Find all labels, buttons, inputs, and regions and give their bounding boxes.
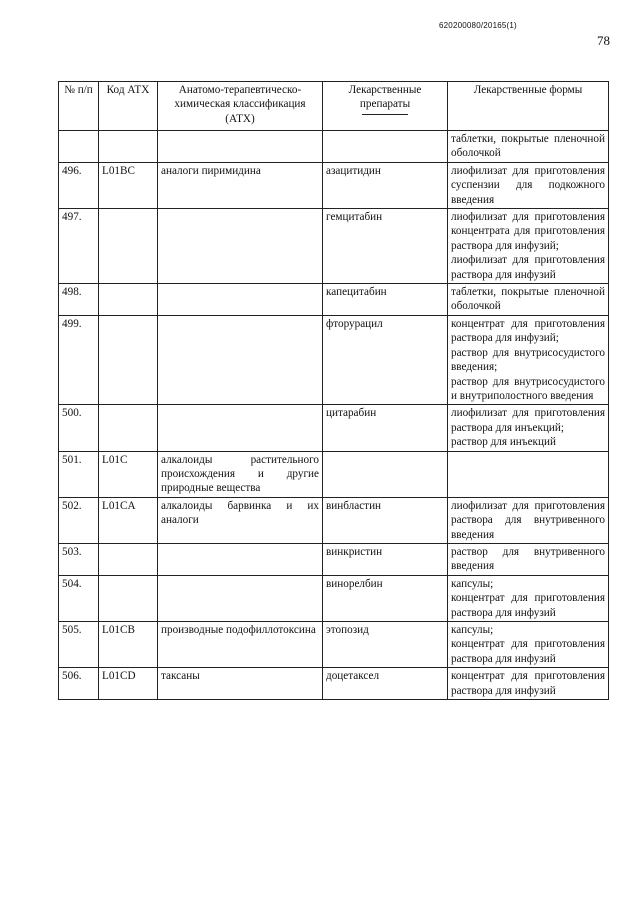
table-body [59, 131, 609, 700]
atc-code-cell [99, 315, 158, 404]
classification-cell: алкалоиды растительного происхождения и другие природные вещества [158, 451, 323, 497]
header-dosage-forms: Лекарственные формы [448, 82, 609, 131]
atc-code-cell [99, 284, 158, 316]
dosage-forms-cell [448, 451, 609, 497]
classification-cell [158, 543, 323, 575]
page-number: 78 [597, 33, 610, 48]
classification-cell [158, 131, 323, 163]
table-row [59, 497, 609, 543]
table-row [59, 284, 609, 316]
classification-cell: аналоги пиримидина [158, 162, 323, 208]
drug-name-cell: доцетаксел [323, 668, 448, 700]
classification-cell [158, 575, 323, 621]
drug-table [58, 81, 609, 700]
drug-name-cell [323, 131, 448, 163]
atc-code-cell: L01CB [99, 622, 158, 668]
table-row [59, 575, 609, 621]
document-number: 620200080/20165(1) [439, 21, 517, 30]
row-number-cell [59, 131, 99, 163]
atc-code-cell [99, 131, 158, 163]
classification-cell [158, 315, 323, 404]
classification-cell: алкалоиды барвинка и их аналоги [158, 497, 323, 543]
dosage-forms-cell: раствор для внутривенного введения [448, 543, 609, 575]
table-row [59, 451, 609, 497]
row-number-cell: 497. [59, 209, 99, 284]
row-number-cell: 500. [59, 405, 99, 451]
dosage-forms-cell: капсулы; концентрат для приготовления раствора для инфузий [448, 575, 609, 621]
classification-cell: таксаны [158, 668, 323, 700]
drug-name-cell: этопозид [323, 622, 448, 668]
drug-name-cell: капецитабин [323, 284, 448, 316]
row-number-cell: 505. [59, 622, 99, 668]
row-number-cell: 498. [59, 284, 99, 316]
atc-code-cell: L01CA [99, 497, 158, 543]
row-number-cell: 503. [59, 543, 99, 575]
table-row [59, 131, 609, 163]
dosage-forms-cell: лиофилизат для приготовления раствора для внутривенного введения [448, 497, 609, 543]
classification-cell: производные подофиллотоксина [158, 622, 323, 668]
atc-code-cell: L01BC [99, 162, 158, 208]
dosage-forms-cell: лиофилизат для приготовления раствора для инъекций; раствор для инъекций [448, 405, 609, 451]
classification-cell [158, 405, 323, 451]
row-number-cell: 502. [59, 497, 99, 543]
dosage-forms-cell: таблетки, покрытые пленочной оболочкой [448, 284, 609, 316]
row-number-cell: 504. [59, 575, 99, 621]
atc-code-cell [99, 209, 158, 284]
row-number-cell: 501. [59, 451, 99, 497]
atc-code-cell [99, 575, 158, 621]
drug-name-cell: цитарабин [323, 405, 448, 451]
dosage-forms-cell: капсулы; концентрат для приготовления раствора для инфузий [448, 622, 609, 668]
header-atc-classification: Анатомо-терапевтическо-химическая классификация (АТХ) [158, 82, 323, 131]
row-number-cell: 499. [59, 315, 99, 404]
atc-code-cell [99, 405, 158, 451]
atc-code-cell: L01C [99, 451, 158, 497]
drug-name-cell: азацитидин [323, 162, 448, 208]
table-row [59, 209, 609, 284]
header-underline [362, 114, 408, 115]
drug-name-cell: винорелбин [323, 575, 448, 621]
table-header-row [59, 82, 609, 131]
header-drugs-label: Лекарственные препараты [348, 84, 422, 111]
header-number: № п/п [59, 82, 99, 131]
table-row [59, 543, 609, 575]
table-row [59, 405, 609, 451]
drug-name-cell: винкристин [323, 543, 448, 575]
header-atc-code: Код АТХ [99, 82, 158, 131]
drug-name-cell: гемцитабин [323, 209, 448, 284]
table-row [59, 162, 609, 208]
atc-code-cell [99, 543, 158, 575]
classification-cell [158, 284, 323, 316]
dosage-forms-cell: лиофилизат для приготовления суспензии для подкожного введения [448, 162, 609, 208]
dosage-forms-cell: концентрат для приготовления раствора для инфузий; раствор для внутрисосудистого введения; раствор для внутрисосудистого и внутриполостного введения [448, 315, 609, 404]
row-number-cell: 496. [59, 162, 99, 208]
dosage-forms-cell: концентрат для приготовления раствора для инфузий [448, 668, 609, 700]
classification-cell [158, 209, 323, 284]
atc-code-cell: L01CD [99, 668, 158, 700]
dosage-forms-cell: таблетки, покрытые пленочной оболочкой [448, 131, 609, 163]
header-drugs [323, 82, 448, 131]
table-row [59, 315, 609, 404]
table-row [59, 668, 609, 700]
drug-name-cell: фторурацил [323, 315, 448, 404]
dosage-forms-cell: лиофилизат для приготовления концентрата для приготовления раствора для инфузий; лиофилизат для приготовления раствора для инфузий [448, 209, 609, 284]
drug-name-cell: винбластин [323, 497, 448, 543]
table-row [59, 622, 609, 668]
drug-name-cell [323, 451, 448, 497]
row-number-cell: 506. [59, 668, 99, 700]
